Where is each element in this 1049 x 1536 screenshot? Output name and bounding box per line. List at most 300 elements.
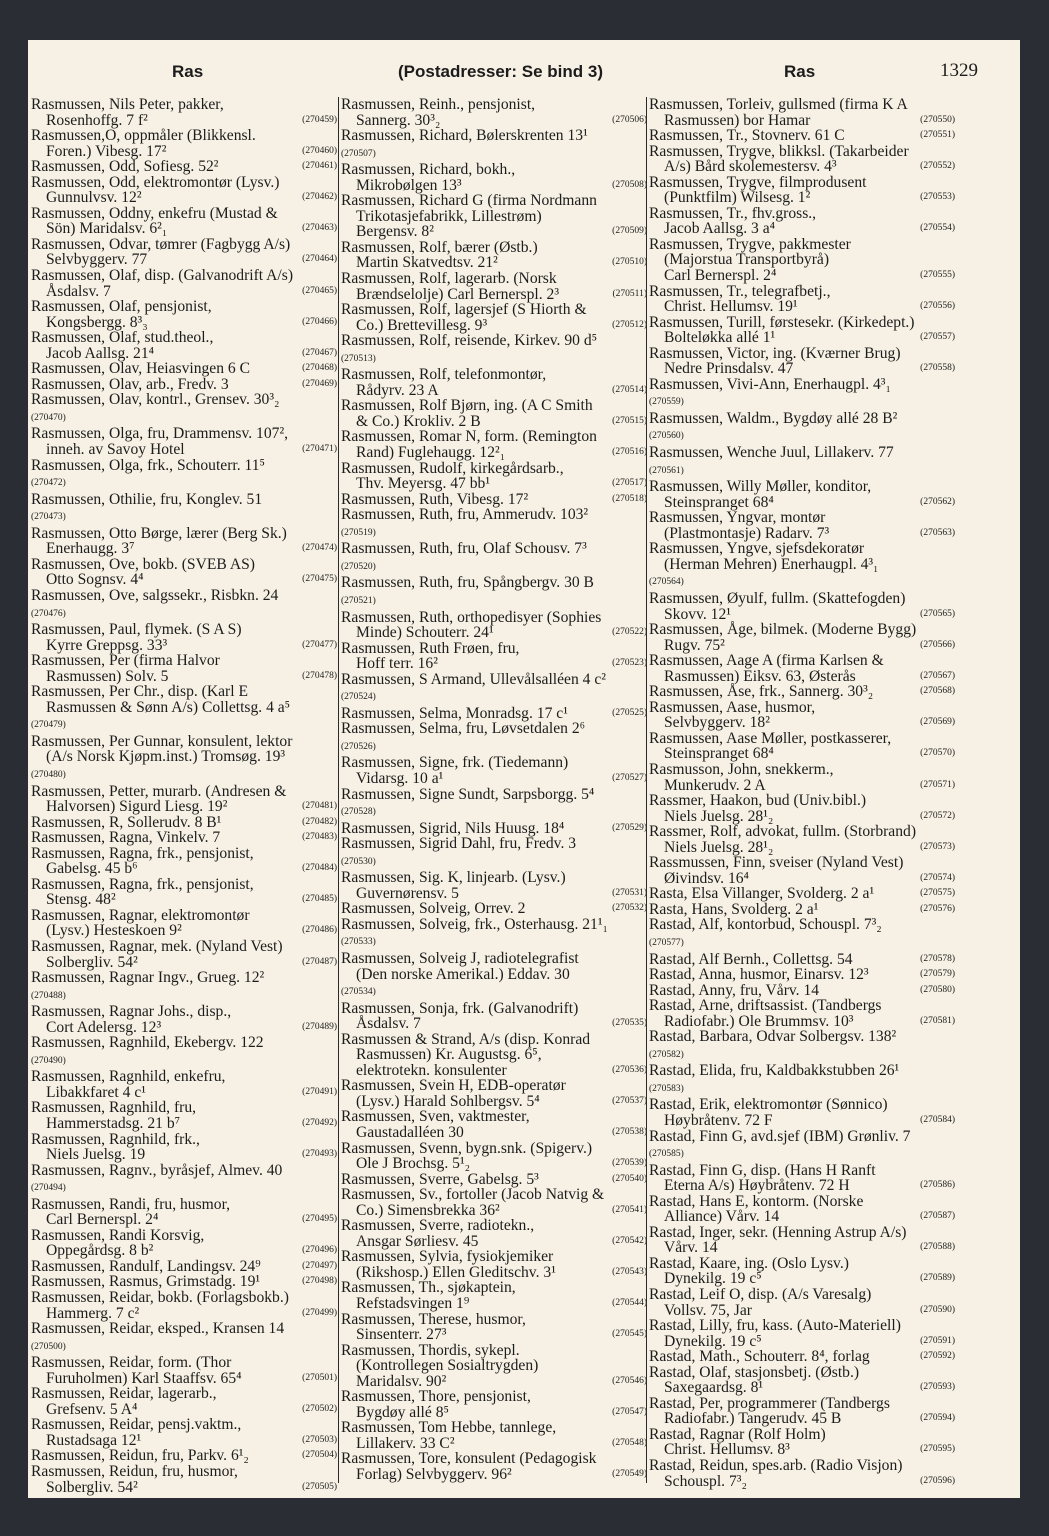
- entry-phone-id: (270573): [920, 841, 955, 852]
- entry-text: Rasmussen, Yngve, sjefsdekoratør: [649, 540, 865, 558]
- directory-entry: [341, 1389, 647, 1420]
- entry-phone-id: (270505): [302, 1481, 337, 1492]
- entry-phone-id: (270522): [612, 627, 647, 638]
- directory-entry: [649, 622, 955, 653]
- entry-text: Rasmussen, Randi Korsvig,: [31, 1226, 205, 1244]
- directory-entry: [649, 1458, 955, 1489]
- entry-text: Rasmussen, Trygve, filmprodusent: [649, 173, 867, 191]
- entry-text: (Den norske Amerikal.) Eddav. 30: [356, 965, 570, 983]
- directory-entry: [341, 541, 647, 575]
- entry-phone-id: (270591): [920, 1335, 955, 1346]
- entry-line: [341, 557, 647, 576]
- entry-text: Rasmussen, Ruth, Vibesg. 17²: [341, 490, 529, 508]
- entry-text: Rasmussen, Sylvia, fysiokjemiker: [341, 1248, 554, 1266]
- entry-phone-id: (270561): [649, 465, 684, 476]
- directory-entry: [649, 700, 955, 731]
- entry-line: [649, 1271, 955, 1287]
- entry-phone-id: (270532): [612, 903, 647, 914]
- entry-text: Rasmussen, Solveig J, radiotelegrafist: [341, 949, 579, 967]
- entry-line: [31, 1051, 337, 1070]
- entry-text: Eterna A/s) Høybråtenv. 72 H: [664, 1177, 850, 1195]
- directory-entry: [649, 1097, 955, 1128]
- directory-entry: [649, 284, 955, 315]
- entry-phone-id: (270526): [341, 741, 376, 752]
- entry-text: Rasmussen, Sverre, Gabelsg. 5³: [341, 1170, 539, 1188]
- entry-text: Rasmussen, Torleiv, gullsmed (firma K A: [649, 96, 908, 113]
- directory-column-1: [31, 96, 337, 1496]
- entry-phone-id: (270584): [920, 1115, 955, 1125]
- directory-entry: [649, 998, 955, 1029]
- entry-text: Refstadsvingen 1⁹: [356, 1295, 470, 1313]
- entry-text: Rastad, Alf, kontorbud, Schouspl. 7³₂: [649, 916, 882, 934]
- directory-entry: [649, 1396, 955, 1427]
- entry-text: Rasmussen, Aase, husmor,: [649, 698, 816, 716]
- entry-text: Høybråtenv. 72 F: [664, 1112, 773, 1129]
- entry-line: [649, 1079, 955, 1098]
- directory-entry: [31, 784, 337, 815]
- entry-text: Brændselolje) Carl Bernerspl. 2³: [356, 285, 560, 303]
- entry-phone-id: (270531): [612, 887, 647, 898]
- entry-phone-id: (270517): [612, 478, 647, 489]
- entry-text: Rasmussen, Turill, førstesekr. (Kirkedept.): [649, 313, 915, 331]
- directory-entry: [31, 1069, 337, 1100]
- entry-text: Rassmer, Rolf, advokat, fullm. (Storbrand): [649, 823, 917, 841]
- entry-text: Rasmussen, Reidun, fru, husmor,: [31, 1463, 238, 1481]
- entry-line: [649, 746, 955, 762]
- directory-entry: [341, 641, 647, 672]
- entry-text: Rasmussen, Nils Peter, pakker,: [31, 96, 224, 113]
- entry-phone-id: (270483): [302, 832, 337, 843]
- entry-text: Rasmussen, Olav, kontrl., Grensev. 30³₂: [31, 391, 280, 409]
- directory-entry: [31, 268, 337, 299]
- entry-phone-id: (270541): [612, 1204, 647, 1215]
- entry-text: Rasmussen, Selma, Monradsg. 17 c¹: [341, 704, 568, 722]
- directory-entry: [341, 575, 647, 609]
- entry-phone-id: (270469): [302, 378, 337, 389]
- entry-line: [649, 715, 955, 731]
- entry-phone-id: (270498): [302, 1276, 337, 1287]
- directory-entry: [341, 917, 647, 951]
- entry-line: [31, 507, 337, 526]
- entry-phone-id: (270493): [302, 1149, 337, 1160]
- entry-text: Rasmussen, Ragna, frk., pensjonist,: [31, 875, 254, 893]
- entry-text: Hammerg. 7 c²: [46, 1304, 140, 1322]
- entry-text: Gaustadalléen 30: [356, 1124, 464, 1141]
- entry-line: [341, 802, 647, 821]
- directory-entry: [341, 1141, 647, 1172]
- directory-entry: [31, 734, 337, 784]
- entry-phone-id: (270587): [920, 1211, 955, 1222]
- entry-line: [341, 1234, 647, 1250]
- entry-text: Saxegaardsg. 8¹: [664, 1379, 764, 1397]
- entry-line: [31, 1212, 337, 1228]
- entry-text: Rasmussen, Ragna, frk., pensjonist,: [31, 844, 254, 862]
- entry-text: Rasmussen, Rolf, lagersjef (S Hiorth &: [341, 301, 587, 319]
- directory-entry: [649, 1256, 955, 1287]
- entry-text: Rastad, Leif O, disp. (A/s Varesalg): [649, 1286, 872, 1304]
- entry-line: [341, 1125, 647, 1141]
- directory-entry: [31, 1100, 337, 1131]
- entry-text: Libakkfaret 4 c¹: [46, 1083, 146, 1101]
- directory-entry: [31, 1386, 337, 1417]
- entry-line: [341, 1327, 647, 1343]
- entry-line: [31, 923, 337, 939]
- directory-entry: [649, 346, 955, 377]
- directory-entry: [649, 237, 955, 284]
- entry-phone-id: (270566): [920, 639, 955, 650]
- directory-entry: [341, 901, 647, 917]
- entry-text: Rasmussen, Selma, fru, Løvsetdalen 2⁶: [341, 720, 586, 738]
- entry-text: Rastad, Lilly, fru, kass. (Auto-Materiell): [649, 1317, 901, 1335]
- entry-text: Rasmussen, Ragnhild, Ekebergv. 122: [31, 1034, 264, 1052]
- entry-text: Rasmusson, John, snekkerm.,: [649, 760, 834, 778]
- entry-line: [341, 1172, 647, 1188]
- entry-phone-id: (270559): [649, 397, 684, 408]
- directory-entry: [341, 951, 647, 1001]
- directory-entry: [341, 706, 647, 722]
- directory-entry: [341, 755, 647, 786]
- entry-line: [649, 268, 955, 284]
- directory-entry: [31, 206, 337, 237]
- entry-text: Rasmussen, Olaf, disp. (Galvanodrift A/s): [31, 267, 294, 285]
- entry-phone-id: (270545): [612, 1329, 647, 1340]
- entry-phone-id: (270542): [612, 1235, 647, 1246]
- entry-line: [341, 287, 647, 303]
- directory-entry: [341, 721, 647, 755]
- entry-line: [31, 1147, 337, 1163]
- entry-phone-id: (270471): [302, 444, 337, 455]
- entry-text: Rasmussen, Romar N, form. (Remington: [341, 428, 597, 446]
- entry-text: Rasmussen, Randi, fru, husmor,: [31, 1195, 231, 1213]
- entry-text: Solbergliv. 54²: [46, 1478, 138, 1496]
- entry-text: Rasmussen, Ragnhild, enkefru,: [31, 1068, 226, 1086]
- directory-entry: [31, 237, 337, 268]
- directory-entry: [31, 557, 337, 588]
- entry-line: [341, 1094, 647, 1110]
- directory-entry: [649, 128, 955, 144]
- directory-entry: [31, 939, 337, 970]
- entry-text: (Herman Mehren) Enerhaugpl. 4³₁: [664, 555, 879, 573]
- entry-text: Dynekilg. 19 c⁵: [664, 1270, 762, 1288]
- directory-column-3: [646, 96, 955, 1490]
- entry-line: [649, 1178, 955, 1194]
- entry-phone-id: (270536): [612, 1064, 647, 1075]
- directory-entry: [341, 836, 647, 870]
- entry-phone-id: (270501): [302, 1372, 337, 1383]
- directory-entry: [649, 1129, 955, 1163]
- directory-entry: [649, 1349, 955, 1365]
- directory-entry: [341, 128, 647, 162]
- entry-text: Rasmussen, Tr., Stovnerv. 61 C: [649, 127, 845, 145]
- directory-entry: [31, 830, 337, 846]
- entry-text: Rasmussen, Ragna, Vinkelv. 7: [31, 829, 221, 847]
- directory-entry: [31, 684, 337, 734]
- entry-line: [31, 572, 337, 588]
- directory-entry: [31, 1290, 337, 1321]
- directory-entry: [649, 917, 955, 951]
- entry-line: [31, 1480, 337, 1496]
- entry-text: Rasmussen, Ruth, fru, Olaf Schousv. 7³: [341, 540, 587, 558]
- directory-entry: [649, 731, 955, 762]
- entry-line: [31, 1243, 337, 1259]
- entry-phone-id: (270465): [302, 285, 337, 296]
- entry-text: Rasmussen, Trygve, pakkmester: [649, 235, 851, 253]
- directory-entry: [341, 1280, 647, 1311]
- entry-phone-id: (270572): [920, 810, 955, 821]
- entry-phone-id: (270480): [31, 769, 66, 780]
- entry-text: Rasmussen, Reidar, bokb. (Forlagsbokb.): [31, 1289, 289, 1307]
- entry-line: [649, 669, 955, 685]
- entry-phone-id: (270459): [302, 114, 337, 125]
- entry-text: Christ. Hellumsv. 19¹: [664, 298, 798, 316]
- directory-entry: [649, 1427, 955, 1458]
- entry-text: Rasmussen, Øyulf, fullm. (Skattefogden): [649, 589, 906, 607]
- entry-phone-id: (270585): [649, 1149, 684, 1160]
- entry-text: Rasmussen, Ove, salgssekr., Risbkn. 24: [31, 586, 279, 604]
- entry-text: Niels Juelsg. 19: [46, 1146, 146, 1164]
- entry-text: A/s) Bård skolemestersv. 4³: [664, 158, 837, 176]
- entry-line: [31, 408, 337, 427]
- directory-entry: [649, 445, 955, 479]
- directory-entry: [649, 97, 955, 128]
- entry-line: [649, 840, 955, 856]
- entry-line: [341, 224, 647, 240]
- entry-phone-id: (270499): [302, 1307, 337, 1318]
- entry-line: [31, 1259, 337, 1275]
- entry-text: Schouspl. 7³₂: [664, 1472, 747, 1490]
- entry-text: Åsdalsv. 7: [46, 282, 111, 300]
- directory-entry: [649, 541, 955, 591]
- entry-text: Rasmussen, Olaf, stud.theol.,: [31, 329, 214, 347]
- entry-text: Dynekilg. 19 c⁵: [664, 1332, 762, 1350]
- entry-phone-id: (270535): [612, 1018, 647, 1029]
- entry-text: Rasmussen, Sigrid Dahl, fru, Fredv. 3: [341, 835, 577, 853]
- entry-line: [341, 144, 647, 163]
- directory-entry: [649, 824, 955, 855]
- entry-line: [31, 1337, 337, 1356]
- entry-phone-id: (270580): [920, 984, 955, 995]
- entry-line: [649, 684, 955, 700]
- entry-text: Vårv. 14: [664, 1239, 718, 1257]
- entry-text: Rasmussen, Trygve, blikksl. (Takarbeider: [649, 142, 909, 160]
- directory-entry: [649, 653, 955, 684]
- entry-line: [31, 541, 337, 557]
- entry-text: Rasmussen, Reinh., pensjonist,: [341, 96, 536, 113]
- entry-text: (Lysv.) Harald Sohlbergsv. 5⁴: [356, 1092, 540, 1110]
- entry-text: Jacob Aallsg. 21⁴: [46, 344, 155, 362]
- entry-text: Rasmussen, S Armand, Ullevålsalléen 4 c²: [341, 670, 606, 688]
- entry-line: [649, 128, 955, 144]
- entry-text: Gunnulvsv. 12²: [46, 189, 142, 207]
- directory-entry: [341, 1218, 647, 1249]
- entry-text: Skovv. 12¹: [664, 605, 731, 623]
- entry-phone-id: (270538): [612, 1127, 647, 1137]
- entry-text: Radiofabr.) Ole Brummsv. 10³: [664, 1012, 854, 1030]
- entry-text: Rasmussen,O, oppmåler (Blikkensl.: [31, 127, 256, 145]
- directory-entry: [341, 787, 647, 821]
- entry-line: [649, 1113, 955, 1129]
- entry-line: [649, 871, 955, 887]
- directory-entry: [649, 967, 955, 983]
- entry-line: [649, 778, 955, 794]
- entry-phone-id: (270506): [612, 114, 647, 125]
- entry-phone-id: (270472): [31, 478, 66, 489]
- directory-entry: [341, 1078, 647, 1109]
- entry-phone-id: (270497): [302, 1260, 337, 1271]
- entry-phone-id: (270496): [302, 1245, 337, 1256]
- entry-phone-id: (270539): [612, 1158, 647, 1169]
- entry-text: (Rikshosp.) Ellen Gleditschv. 3¹: [356, 1263, 556, 1281]
- entry-line: [649, 952, 955, 968]
- entry-phone-id: (270481): [302, 801, 337, 812]
- entry-text: Rasmussen, Per Gunnar, konsulent, lektor: [31, 732, 293, 750]
- directory-entry: [649, 1163, 955, 1194]
- page-header: [28, 62, 1020, 92]
- entry-text: Carl Bernerspl. 2⁴: [664, 267, 777, 285]
- entry-text: Rasmussen, Rolf, reisende, Kirkev. 90 d⁵: [341, 332, 598, 350]
- entry-text: Rasmussen, Wenche Juul, Lillakerv. 77: [649, 444, 894, 462]
- directory-entry: [341, 162, 647, 193]
- entry-line: [31, 604, 337, 623]
- entry-line: [341, 1265, 647, 1281]
- entry-phone-id: (270486): [302, 925, 337, 936]
- entry-phone-id: (270551): [920, 130, 955, 141]
- entry-text: Alliance) Vårv. 14: [664, 1208, 780, 1226]
- directory-entry: [649, 1029, 955, 1063]
- entry-text: Rasmussen, Richard G (firma Nordmann: [341, 192, 597, 210]
- directory-entry: [341, 97, 647, 128]
- entry-text: Rasmussen, Ruth, fru, Ammerudv. 103²: [341, 506, 589, 524]
- entry-line: [341, 737, 647, 756]
- entry-line: [31, 986, 337, 1005]
- header-right-keyword: Ras: [784, 62, 816, 81]
- entry-line: [31, 638, 337, 654]
- entry-text: Rastad, Olaf, stasjonsbetj. (Østb.): [649, 1363, 860, 1381]
- directory-entry: [31, 653, 337, 684]
- entry-text: Rasmussen, Åge, bilmek. (Moderne Bygg): [649, 621, 917, 639]
- entry-text: Rasmussen, Yngvar, montør: [649, 509, 826, 527]
- entry-line: [31, 955, 337, 971]
- entry-phone-id: (270530): [341, 856, 376, 867]
- entry-line: [31, 315, 337, 331]
- entry-line: [649, 392, 955, 411]
- entry-text: Oppegårdsg. 8 b²: [46, 1242, 154, 1260]
- entry-text: Rasmussen, Thordis, sykepl.: [341, 1341, 520, 1359]
- directory-entry: [31, 1163, 337, 1197]
- entry-phone-id: (270479): [31, 720, 66, 731]
- entry-text: Rasmussen, Ragnhild, frk.,: [31, 1130, 200, 1148]
- entry-line: [649, 526, 955, 542]
- directory-entry: [649, 1225, 955, 1256]
- directory-entry: [649, 1063, 955, 1097]
- entry-line: [31, 892, 337, 908]
- directory-entry: [649, 902, 955, 918]
- entry-line: [341, 706, 647, 722]
- entry-text: Furuholmen) Karl Staaffsv. 65⁴: [46, 1369, 242, 1387]
- entry-line: [31, 799, 337, 815]
- entry-text: Rastad, Elida, fru, Kaldbakkstubben 26¹: [649, 1062, 900, 1080]
- entry-text: Rasmussen, Rudolf, kirkegårdsarb.,: [341, 459, 564, 477]
- entry-text: Rasmussen, Thore, pensjonist,: [341, 1388, 531, 1406]
- entry-phone-id: (270503): [302, 1434, 337, 1445]
- entry-text: Rastad, Ragnar (Rolf Holm): [649, 1425, 826, 1443]
- entry-text: Nedre Prinsdalsv. 47: [664, 360, 794, 378]
- entry-text: Rasmussen, Olga, frk., Schouterr. 11⁵: [31, 456, 265, 474]
- entry-text: Rasmussen) Solv. 5: [46, 667, 169, 685]
- entry-text: Rasta, Elsa Villanger, Svolderg. 2 a¹: [649, 885, 875, 903]
- entry-text: (Kontrollegen Sosialtrygden): [356, 1357, 539, 1375]
- entry-line: [341, 821, 647, 837]
- entry-line: [341, 591, 647, 610]
- header-center-note: (Postadresser: Se bind 3): [398, 62, 604, 81]
- entry-text: Rasmussen, Sven, vaktmester,: [341, 1108, 530, 1126]
- entry-text: Rasmussen) Eiksv. 63, Østerås: [664, 667, 856, 685]
- entry-text: Rasmussen) Kr. Augustsg. 6⁵,: [356, 1046, 542, 1064]
- entry-text: Rosenhoffg. 7 f²: [46, 111, 148, 129]
- entry-line: [341, 255, 647, 271]
- entry-text: Rasmussen & Sønn A/s) Collettsg. 4 a⁵: [46, 698, 291, 716]
- entry-text: Åsdalsv. 7: [356, 1015, 421, 1033]
- entry-line: [31, 1085, 337, 1101]
- entry-text: Rasmussen, Aase Møller, postkasserer,: [649, 729, 892, 747]
- entry-phone-id: (270516): [612, 447, 647, 458]
- entry-phone-id: (270544): [612, 1298, 647, 1309]
- entry-text: Jacob Aallsg. 3 a⁴: [664, 220, 776, 238]
- entry-phone-id: (270470): [31, 412, 66, 423]
- entry-text: Vollsv. 75, Jar: [664, 1301, 752, 1319]
- directory-entry: [31, 1132, 337, 1163]
- entry-text: Hammerstadsg. 21 b⁷: [46, 1115, 181, 1132]
- entry-text: Rasmussen, Th., sjøkaptein,: [341, 1279, 516, 1297]
- directory-entry: [649, 855, 955, 886]
- entry-phone-id: (270484): [302, 863, 337, 874]
- entry-text: Rastad, Anny, fru, Vårv. 14: [649, 981, 820, 999]
- entry-text: Rastad, Finn G, avd.sjef (IBM) Grønliv. 7: [649, 1127, 911, 1145]
- entry-text: Rand) Fuglehaugg. 12²₁: [356, 444, 506, 462]
- directory-entry: [31, 175, 337, 206]
- entry-text: Rasmussen, Odvar, tømrer (Fagbygg A/s): [31, 235, 291, 253]
- entry-line: [31, 442, 337, 458]
- entry-text: Rasmussen, Reidar, lagerarb.,: [31, 1385, 217, 1403]
- entry-line: [31, 1116, 337, 1132]
- entry-phone-id: (270568): [920, 686, 955, 697]
- entry-text: Rasmussen, Paul, flymek. (S A S): [31, 621, 242, 639]
- entry-phone-id: (270593): [920, 1382, 955, 1393]
- entry-text: Steinspranget 68⁴: [664, 493, 774, 511]
- entry-text: Rasmussen, Willy Møller, konditor,: [649, 478, 872, 496]
- entry-line: [31, 861, 337, 877]
- entry-phone-id: (270560): [649, 431, 684, 442]
- entry-text: Rasmussen, R, Sollerudv. 8 B¹: [31, 813, 222, 831]
- entry-phone-id: (270569): [920, 717, 955, 728]
- entry-line: [31, 473, 337, 492]
- entry-phone-id: (270550): [920, 114, 955, 125]
- entry-phone-id: (270562): [920, 496, 955, 507]
- entry-text: Rasmussen, Svenn, bygn.snk. (Spigerv.): [341, 1139, 593, 1157]
- entry-line: [341, 932, 647, 951]
- entry-line: [649, 495, 955, 511]
- entry-phone-id: (270571): [920, 779, 955, 790]
- entry-text: Rasmussen, Rolf, bærer (Østb.): [341, 238, 538, 256]
- entry-text: (Majorstua Transportbyrå): [664, 251, 830, 269]
- directory-entry: [31, 622, 337, 653]
- entry-line: [31, 346, 337, 362]
- entry-line: [31, 144, 337, 160]
- entry-text: Rasmussen, Otto Børge, lærer (Berg Sk.): [31, 524, 287, 542]
- entry-text: Rastad, Alf Bernh., Collettsg. 54: [649, 950, 853, 968]
- entry-text: Grefsenv. 5 A⁴: [46, 1400, 138, 1418]
- entry-phone-id: (270546): [612, 1375, 647, 1386]
